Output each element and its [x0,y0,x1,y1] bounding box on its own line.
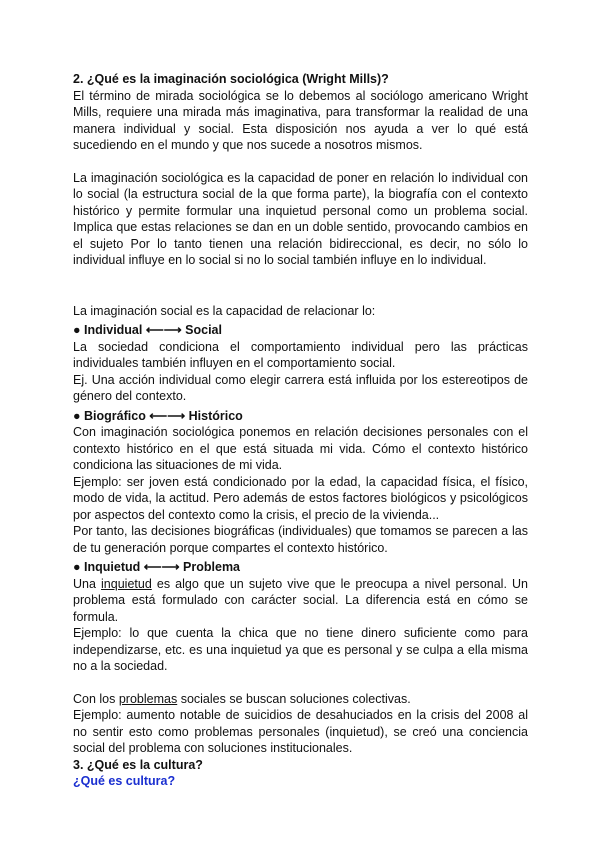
bullet-individual-social: ● Individual ⟵⟶ Social [73,323,222,337]
text-span: Una [73,576,102,591]
bullet-3-text-2: Ejemplo: lo que cuenta la chica que no tiene dinero suficiente como para independizarse, etc. es una inquietud ya que es personal y se culpa a ella misma no a la sociedad. [73,626,528,673]
bullet-2-text-3: Por tanto, las decisiones biográficas (individuales) que tomamos se parecen a las de tu generación porque compartes el contexto histórico. [73,524,528,555]
paragraph-mills: El término de mirada sociológica se lo debemos al sociólogo americano Wright Mills, requiere una mirada más imaginativa, para transformar la realidad de una manera individual y social. Esta disposición nos ayuda a ver lo qué está sucediendo en el mundo y que nos sucede a nosotros mismos. [73,88,528,152]
bullet-biografico-historico: ● Biográfico ⟵⟶ Histórico [73,408,243,423]
underlined-term-inquietud: inquietud [101,576,152,591]
text-span: es algo que un sujeto vive que le preocupa a nivel personal. Un problema está formulado con carácter social. La diferencia está en cómo se formula. [73,576,528,624]
bullet-2-text-1: Con imaginación sociológica ponemos en relación decisiones personales con el contexto histórico en el que está situada mi vida. Cómo el contexto histórico condiciona las situaciones de mi vida. [73,425,528,472]
section-3-subtitle: ¿Qué es cultura? [73,774,176,788]
text-span: Con los [73,691,119,706]
bullet-3-text-1 [73,576,528,626]
bullet-1-text-1: La sociedad condiciona el comportamiento individual pero las prácticas individuales también influyen en el comportamiento social. [73,339,528,370]
paragraph-definition: La imaginación sociológica es la capacidad de poner en relación lo individual con lo social (la estructura social de la que forma parte), la biografía con el contexto histórico y permite formular una inquietud personal como un problema social. Implica que estas relaciones se dan en un doble sentido, provocando cambios en el sujeto Por lo tanto tienen una relación bidireccional, es decir, no sólo lo individual influye en lo social si no lo social también influye en lo individual. [73,170,528,267]
bullet-inquietud-problema: ● Inquietud ⟵⟶ Problema [73,560,241,574]
bullet-1-text-2: Ej. Una acción individual como elegir carrera está influida por los estereotipos de género del contexto. [73,372,528,403]
text-span: sociales se buscan soluciones colectivas. [177,691,411,706]
section-2-title: 2. ¿Qué es la imaginación sociológica (Wright Mills)? [73,72,389,86]
paragraph-intro: La imaginación social es la capacidad de relacionar lo: [73,303,376,318]
bullet-3-text-4: Ejemplo: aumento notable de suicidios de desahuciados en la crisis del 2008 al no sentir esto como problemas personales (inquietud), se creó una conciencia social del problema con soluciones institucionales. [73,708,528,755]
document-page [73,71,528,790]
bullet-3-text-3 [73,691,528,708]
bullet-2-text-2: Ejemplo: ser joven está condicionado por la edad, la capacidad física, el físico, modo de vida, la actitud. Pero además de estos factores biológicos y psicológicos por aspectos del contexto como la crisis, el precio de la vivienda... [73,474,528,522]
section-3-title: 3. ¿Qué es la cultura? [73,757,203,772]
underlined-term-problemas: problemas [118,691,178,706]
